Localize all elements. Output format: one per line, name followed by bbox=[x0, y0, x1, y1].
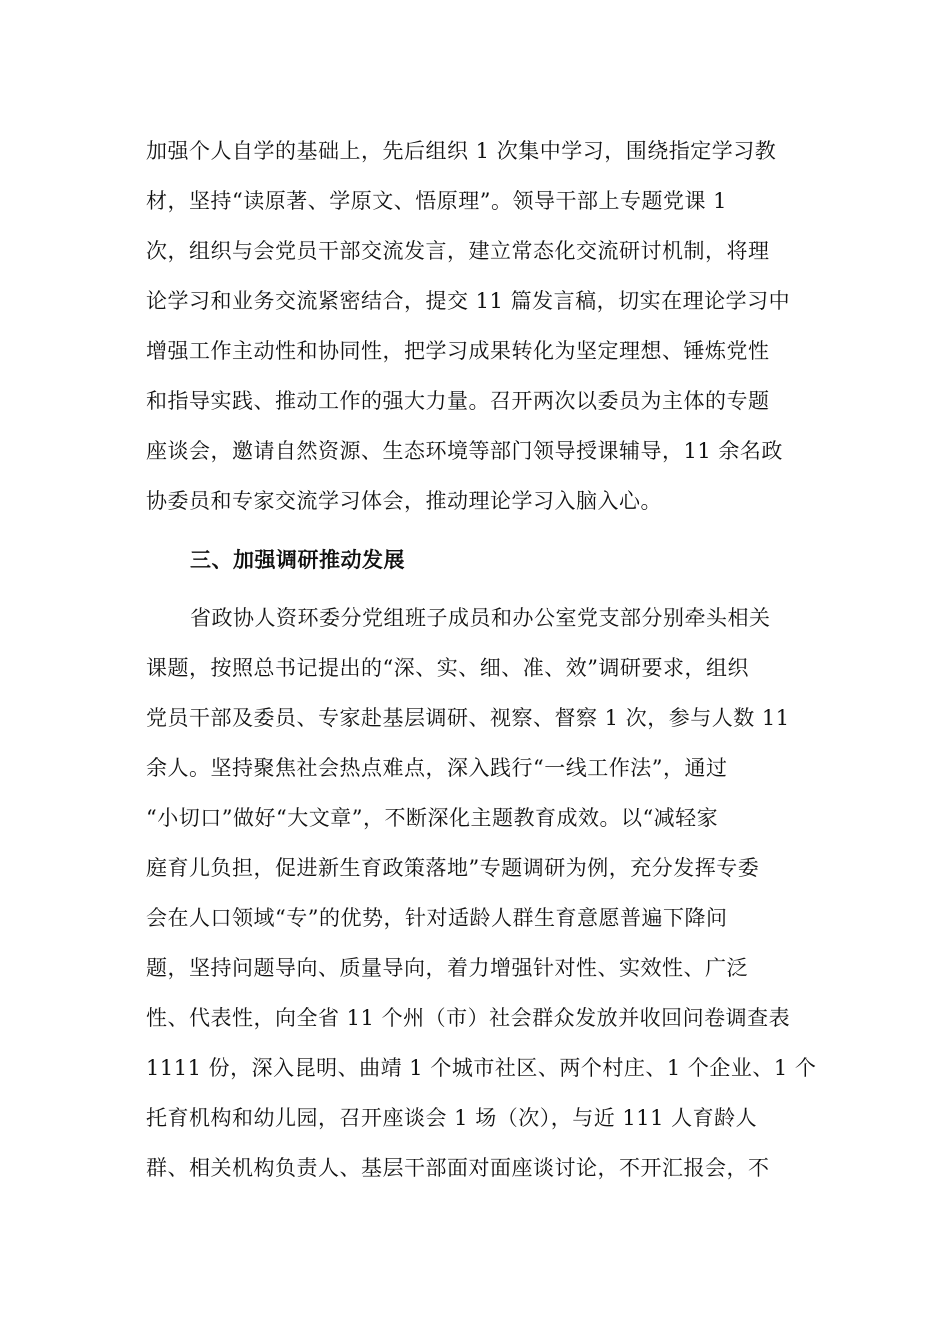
paragraph-2-line-12: 群、相关机构负责人、基层干部面对面座谈讨论，不开汇报会，不 bbox=[146, 1156, 770, 1180]
paragraph-2-line-6: 庭育儿负担，促进新生育政策落地”专题调研为例，充分发挥专委 bbox=[146, 856, 760, 880]
paragraph-2-line-4: 余人。坚持聚焦社会热点难点，深入践行“一线工作法”，通过 bbox=[146, 756, 728, 780]
paragraph-1-line-7: 座谈会，邀请自然资源、生态环境等部门领导授课辅导，11 余名政 bbox=[146, 439, 783, 463]
paragraph-1-line-6: 和指导实践、推动工作的强大力量。召开两次以委员为主体的专题 bbox=[146, 389, 770, 413]
paragraph-1-line-5: 增强工作主动性和协同性，把学习成果转化为坚定理想、锤炼党性 bbox=[146, 339, 770, 363]
paragraph-1-line-4: 论学习和业务交流紧密结合，提交 11 篇发言稿，切实在理论学习中 bbox=[146, 289, 791, 313]
paragraph-2-line-7: 会在人口领域“专”的优势，针对适龄人群生育意愿普遍下降问 bbox=[146, 906, 728, 930]
paragraph-2-line-2: 课题，按照总书记提出的“深、实、细、准、效”调研要求，组织 bbox=[146, 656, 749, 680]
paragraph-2-line-10: 1111 份，深入昆明、曲靖 1 个城市社区、两个村庄、1 个企业、1 个 bbox=[146, 1056, 817, 1080]
paragraph-2-line-8: 题，坚持问题导向、质量导向，着力增强针对性、实效性、广泛 bbox=[146, 956, 748, 980]
paragraph-2-line-9: 性、代表性，向全省 11 个州（市）社会群众发放并收回问卷调查表 bbox=[146, 1006, 791, 1030]
paragraph-1-line-2: 材，坚持“读原著、学原文、悟原理”。领导干部上专题党课 1 bbox=[146, 189, 728, 213]
paragraph-2-line-11: 托育机构和幼儿园，召开座谈会 1 场（次），与近 111 人育龄人 bbox=[146, 1106, 758, 1130]
paragraph-2-line-5: “小切口”做好“大文章”，不断深化主题教育成效。以“减轻家 bbox=[146, 806, 719, 830]
paragraph-1-line-1: 加强个人自学的基础上，先后组织 1 次集中学习，围绕指定学习教 bbox=[146, 139, 777, 163]
paragraph-1-line-3: 次，组织与会党员干部交流发言，建立常态化交流研讨机制，将理 bbox=[146, 239, 770, 263]
paragraph-2-line-3: 党员干部及委员、专家赴基层调研、视察、督察 1 次，参与人数 11 bbox=[146, 706, 790, 730]
paragraph-2-line-1: 省政协人资环委分党组班子成员和办公室党支部分别牵头相关 bbox=[190, 606, 771, 630]
section-heading: 三、加强调研推动发展 bbox=[190, 547, 405, 572]
paragraph-1-line-8: 协委员和专家交流学习体会，推动理论学习入脑入心。 bbox=[146, 489, 662, 513]
